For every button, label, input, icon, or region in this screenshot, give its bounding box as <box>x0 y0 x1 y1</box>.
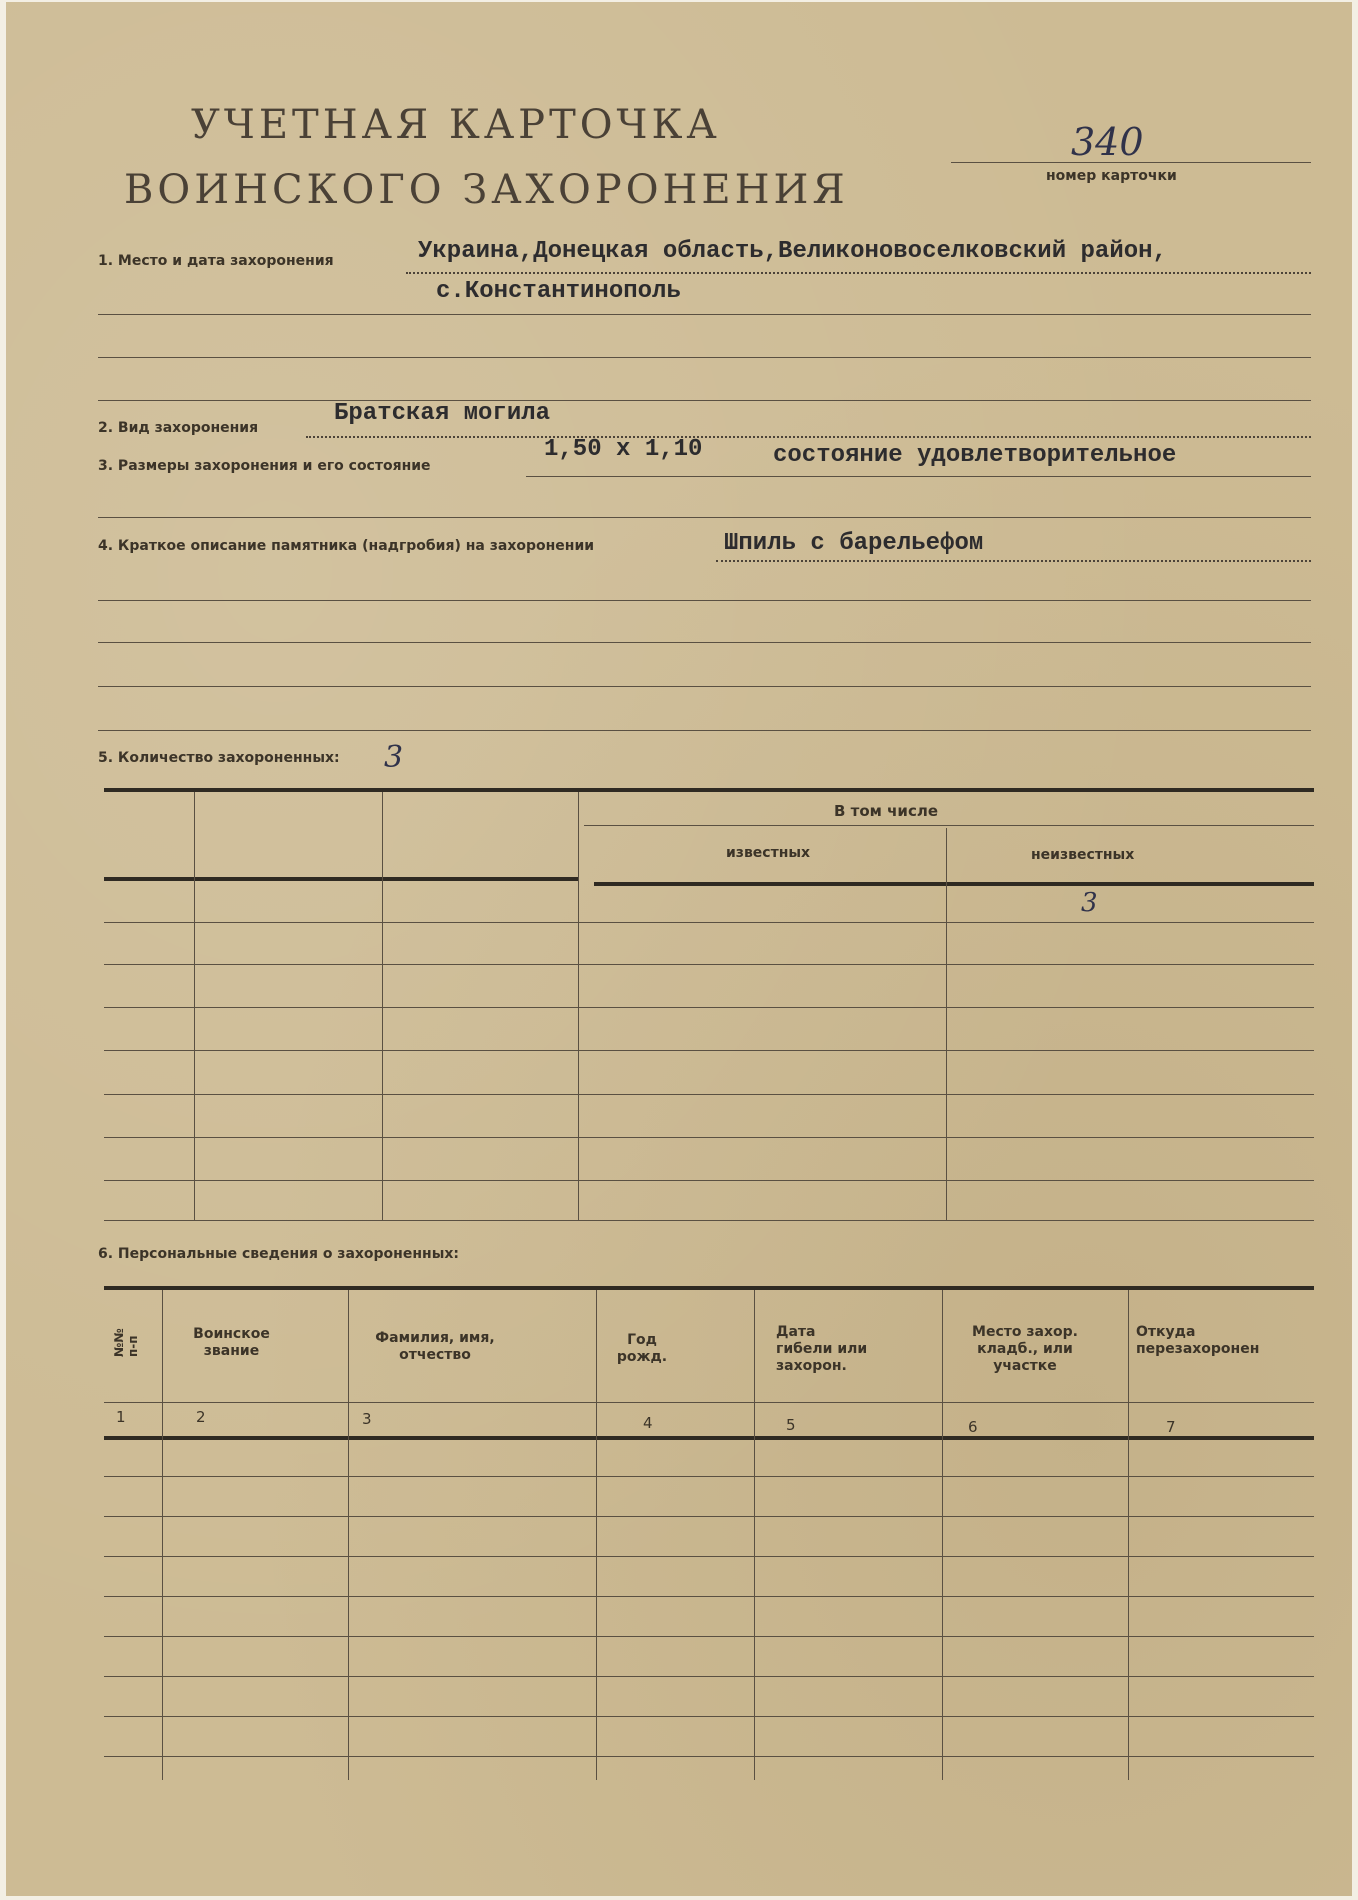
place-line2 <box>98 314 1311 315</box>
size-line <box>526 476 1311 477</box>
place-line1 <box>406 272 1311 274</box>
count-unknown-header: неизвестных <box>1031 847 1135 863</box>
count-value: 3 <box>384 740 404 775</box>
personal-row-line <box>104 1756 1314 1757</box>
count-col-divider-1 <box>194 792 195 1220</box>
burial-type-value: Братская могила <box>334 400 551 427</box>
count-label: 5. Количество захороненных: <box>98 750 340 766</box>
count-header-rule-right <box>594 882 1314 886</box>
count-col-divider-4 <box>946 828 947 1220</box>
count-row-line <box>104 1180 1314 1181</box>
count-row-line <box>104 964 1314 965</box>
count-row-line <box>104 1220 1314 1221</box>
personal-col-divider-4 <box>754 1290 755 1780</box>
burial-type-line <box>306 436 1311 438</box>
personal-col-divider-5 <box>942 1290 943 1780</box>
card-title-line1: УЧЕТНАЯ КАРТОЧКА <box>191 102 721 148</box>
monument-label: 4. Краткое описание памятника (надгробия) на захоронении <box>98 538 595 554</box>
count-group-rule <box>584 825 1314 826</box>
personal-col-divider-3 <box>596 1290 597 1780</box>
count-group-header: В том числе <box>834 802 938 820</box>
place-value-line2: с.Константинополь <box>436 278 681 305</box>
count-row-line <box>104 922 1314 923</box>
personal-num-row-rule <box>104 1402 1314 1403</box>
card-number-line <box>951 162 1311 163</box>
monument-line5 <box>98 730 1311 731</box>
card-title-line2: ВОИНСКОГО ЗАХОРОНЕНИЯ <box>124 167 849 213</box>
monument-line3 <box>98 642 1311 643</box>
card-number: 340 <box>1071 120 1144 164</box>
count-row-line <box>104 1007 1314 1008</box>
personal-col-origin-header: Откуда перезахоронен <box>1136 1324 1260 1357</box>
personal-row-line <box>104 1716 1314 1717</box>
place-line4 <box>98 400 1311 401</box>
personal-col-death-header: Дата гибели или захорон. <box>776 1324 868 1374</box>
count-header-rule-left <box>104 877 579 881</box>
personal-col-divider-2 <box>348 1290 349 1780</box>
monument-value: Шпиль с барельефом <box>724 530 984 557</box>
personal-col-name-num: 3 <box>362 1410 372 1428</box>
count-row-line <box>104 1050 1314 1051</box>
burial-record-card <box>6 2 1352 1896</box>
personal-col-number-num: 1 <box>116 1408 126 1426</box>
personal-col-rank-header: Воинское звание <box>193 1326 270 1359</box>
personal-top-rule <box>104 1286 1314 1290</box>
monument-line <box>716 560 1311 562</box>
personal-col-name-header: Фамилия, имя, отчество <box>375 1330 495 1363</box>
place-value-line1: Украина,Донецкая область,Великоновоселковский район, <box>418 238 1167 265</box>
count-col-divider-2 <box>382 792 383 1220</box>
monument-line2 <box>98 600 1311 601</box>
personal-row-line <box>104 1516 1314 1517</box>
count-col-divider-3 <box>578 792 579 1220</box>
burial-type-label: 2. Вид захоронения <box>98 420 259 436</box>
count-unknown-value: 3 <box>1081 888 1098 918</box>
size-label: 3. Размеры захоронения и его состояние <box>98 458 431 474</box>
personal-row-line <box>104 1476 1314 1477</box>
personal-col-place-header: Место захор. кладб., или участке <box>972 1324 1078 1374</box>
count-known-header: известных <box>726 845 811 861</box>
count-row-line <box>104 1137 1314 1138</box>
place-line3 <box>98 357 1311 358</box>
personal-col-death-num: 5 <box>786 1416 796 1434</box>
count-row-line <box>104 1094 1314 1095</box>
monument-line4 <box>98 686 1311 687</box>
personal-col-divider-6 <box>1128 1290 1129 1780</box>
personal-col-divider-1 <box>162 1290 163 1780</box>
card-number-label: номер карточки <box>1046 168 1177 184</box>
size-line2 <box>98 517 1311 518</box>
personal-row-line <box>104 1556 1314 1557</box>
personal-col-rank-num: 2 <box>196 1408 206 1426</box>
personal-col-birth-header: Год рожд. <box>616 1332 668 1365</box>
size-condition: состояние удовлетворительное <box>773 442 1177 469</box>
personal-header-rule <box>104 1436 1314 1440</box>
place-label: 1. Место и дата захоронения <box>98 253 334 269</box>
personal-row-line <box>104 1676 1314 1677</box>
personal-col-birth-num: 4 <box>643 1414 653 1432</box>
personal-row-line <box>104 1636 1314 1637</box>
personal-row-line <box>104 1596 1314 1597</box>
personal-col-origin-num: 7 <box>1166 1418 1176 1436</box>
personal-col-place-num: 6 <box>968 1418 978 1436</box>
personal-heading: 6. Персональные сведения о захороненных: <box>98 1246 459 1262</box>
personal-col-number-header: №№ п-п <box>112 1328 140 1357</box>
size-dimensions: 1,50 х 1,10 <box>544 436 703 463</box>
count-table-top-rule <box>104 788 1314 792</box>
